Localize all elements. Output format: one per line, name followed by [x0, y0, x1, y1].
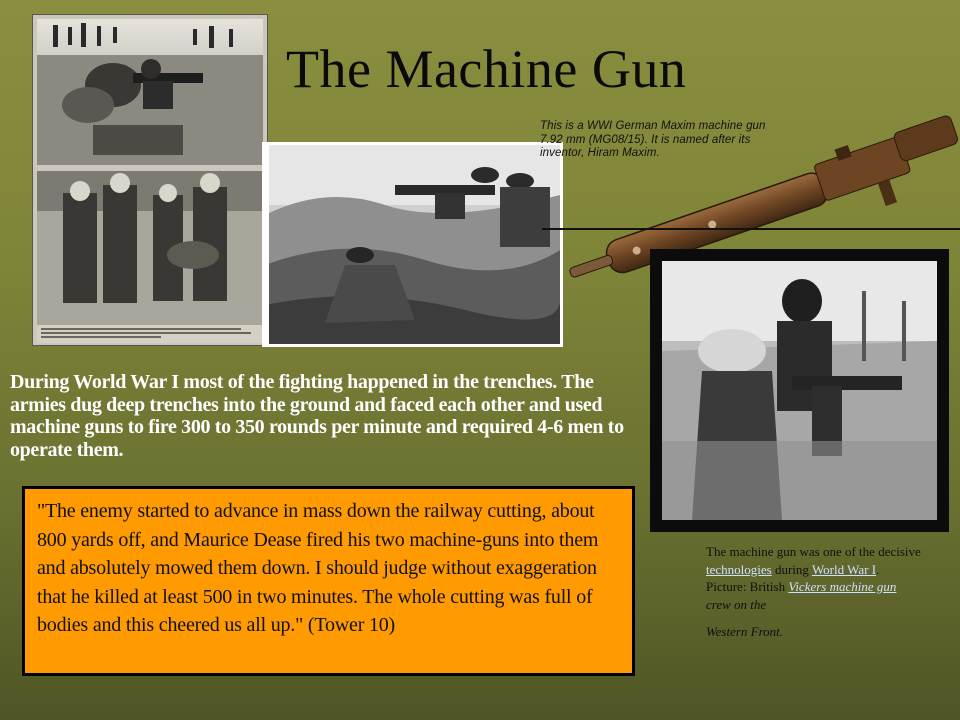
vickers-machine-gun-link[interactable]: Vickers machine gun: [788, 579, 897, 594]
quote-text: "The enemy started to advance in mass down the railway cutting, about 800 yards off, and Maurice Dease fired his two machine-guns into them and absolutely mowed them down. I should judge without exaggeration that he killed at least 500 in two minutes. The whole cutting was full of bodies and this cheered us all up." (Tower 10): [37, 500, 599, 636]
collage-image: [33, 15, 267, 345]
caption-location: Western Front.: [706, 624, 784, 639]
crew-image: [662, 261, 937, 520]
caption-text: . Picture: British: [706, 561, 880, 594]
collage-photo: [32, 14, 268, 346]
caption-text: crew on the: [706, 596, 767, 612]
quote-box: [22, 486, 635, 676]
caption-text: during: [771, 561, 812, 577]
world-war-i-link[interactable]: World War I: [811, 561, 877, 577]
divider-line: [542, 228, 960, 230]
caption-text: The machine gun was one of the decisive: [706, 544, 921, 559]
technologies-link[interactable]: technologies: [706, 561, 772, 577]
intro-paragraph: During World War I most of the fighting happened in the trenches. The armies dug deep trenches into the ground and faced each other and used machine guns to fire 300 to 350 rounds per minute and required 4-6 men to operate them.: [10, 371, 624, 461]
trench-photo: [262, 142, 563, 347]
photo-caption: [706, 543, 921, 641]
crew-photo: [650, 249, 949, 532]
maxim-gun-caption: This is a WWI German Maxim machine gun 7.92 mm (MG08/15). It is named after its inventor, Hiram Maxim.: [540, 120, 766, 159]
slide-title: The Machine Gun: [286, 39, 687, 99]
trench-image: [265, 145, 560, 344]
